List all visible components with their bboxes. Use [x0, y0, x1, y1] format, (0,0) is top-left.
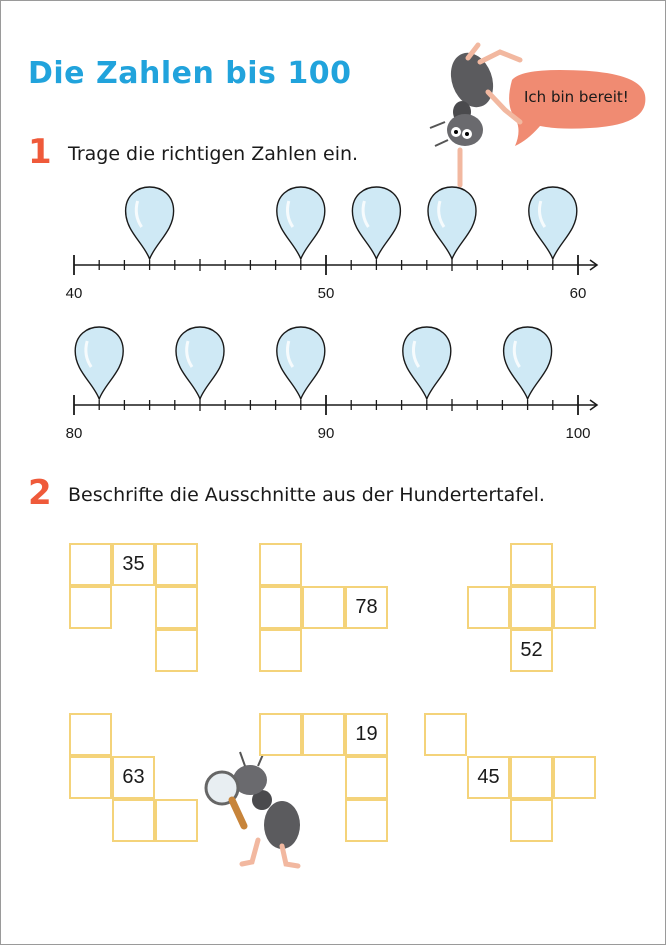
- number-line-2-label-start: 80: [65, 425, 83, 442]
- grid-cell[interactable]: [69, 713, 112, 756]
- grid-cell[interactable]: [155, 799, 198, 842]
- balloon-shape: [529, 187, 577, 259]
- given-number: 35: [122, 553, 145, 575]
- balloon-icon[interactable]: [529, 187, 577, 259]
- grid-cell[interactable]: [69, 543, 112, 586]
- grid-cell[interactable]: [510, 756, 553, 799]
- balloon-icon[interactable]: [428, 187, 476, 259]
- grid-cell[interactable]: [553, 586, 596, 629]
- number-line-1-label-end: 60: [569, 285, 587, 302]
- task-text-2: Beschrifte die Ausschnitte aus der Hundertertafel.: [68, 484, 545, 506]
- balloon-icon[interactable]: [403, 327, 451, 399]
- grid-cell[interactable]: [155, 586, 198, 629]
- given-number: 45: [477, 766, 500, 788]
- number-line-2: [74, 327, 597, 415]
- grid-cell[interactable]: [302, 586, 345, 629]
- grid-cell[interactable]: [424, 713, 467, 756]
- number-line-1: [74, 187, 597, 275]
- given-number: 63: [122, 766, 145, 788]
- grid-cell[interactable]: [259, 713, 302, 756]
- task-text-1: Trage die richtigen Zahlen ein.: [68, 143, 359, 165]
- given-number: 19: [355, 723, 378, 745]
- grid-cell[interactable]: [302, 713, 345, 756]
- number-line-1-label-start: 40: [65, 285, 83, 302]
- balloon-shape: [504, 327, 552, 399]
- balloon-icon[interactable]: [504, 327, 552, 399]
- grid-cell[interactable]: [259, 586, 302, 629]
- grid-cell[interactable]: [259, 543, 302, 586]
- balloon-icon[interactable]: [352, 187, 400, 259]
- number-line-2-label-mid: 90: [317, 425, 335, 442]
- grid-cell[interactable]: [510, 799, 553, 842]
- grid-cell[interactable]: [69, 586, 112, 629]
- balloon-shape: [126, 187, 174, 259]
- number-line-2-label-end: 100: [565, 425, 591, 442]
- grid-cell[interactable]: [112, 799, 155, 842]
- task-number-2: 2: [28, 473, 52, 513]
- balloon-shape: [352, 187, 400, 259]
- balloon-icon[interactable]: [277, 187, 325, 259]
- given-number: 52: [520, 639, 543, 661]
- grid-cell[interactable]: [553, 756, 596, 799]
- balloon-shape: [428, 187, 476, 259]
- balloon-shape: [176, 327, 224, 399]
- balloon-icon[interactable]: [277, 327, 325, 399]
- grid-cell[interactable]: [155, 629, 198, 672]
- grid-cell[interactable]: [155, 543, 198, 586]
- balloon-shape: [277, 187, 325, 259]
- grid-cell[interactable]: [510, 543, 553, 586]
- grid-cell[interactable]: [345, 756, 388, 799]
- grid-cell[interactable]: [345, 799, 388, 842]
- balloon-shape: [403, 327, 451, 399]
- given-number: 78: [355, 596, 378, 618]
- grid-cell[interactable]: [510, 586, 553, 629]
- number-line-1-label-mid: 50: [317, 285, 335, 302]
- task-number-1: 1: [28, 132, 52, 172]
- balloon-icon[interactable]: [75, 327, 123, 399]
- balloon-shape: [75, 327, 123, 399]
- speech-bubble-text: Ich bin bereit!: [524, 88, 629, 106]
- balloon-icon[interactable]: [176, 327, 224, 399]
- page-title: Die Zahlen bis 100: [28, 56, 352, 91]
- grid-cell[interactable]: [259, 629, 302, 672]
- balloon-shape: [277, 327, 325, 399]
- grid-cell[interactable]: [69, 756, 112, 799]
- balloon-icon[interactable]: [126, 187, 174, 259]
- grid-cell[interactable]: [467, 586, 510, 629]
